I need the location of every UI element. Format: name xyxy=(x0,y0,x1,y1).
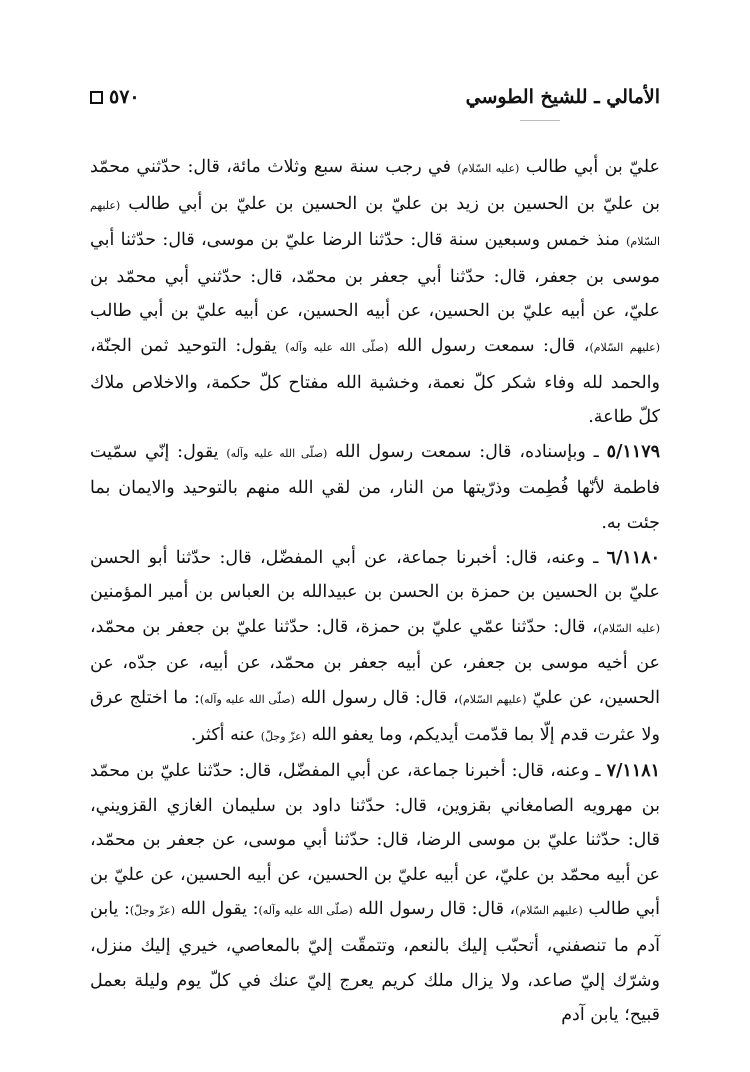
text-run: : يابن آدم ما تنصفني، أتحبّب إليك بالنعم، وتتمقّت إليّ بالمعاصي، خيري إليك منزل، وشرّك إليّ صاعد، ولا يزال ملك كريم يعرج إليّ عنك في كلّ يوم وليلة بعمل قبيح؛ يابن آدم xyxy=(90,899,660,1026)
honorific: (صلّى الله عليه وآله) xyxy=(258,904,353,918)
honorific: (عليهم السّلام) xyxy=(90,198,660,249)
honorific: (عليهم السّلام) xyxy=(589,340,660,354)
honorific: (صلّى الله عليه وآله) xyxy=(226,446,328,460)
honorific: (صلّى الله عليه وآله) xyxy=(285,340,389,354)
text-run: ، قال: حدّثنا عمّي عليّ بن حمزة، قال: حدّثنا عليّ بن جعفر بن محمّد، عن أخيه موسى بن جعفر، عن أبيه جعفر بن محمّد، عن أبيه، عن جدّه، عن الحسين، عن عليّ xyxy=(90,616,660,708)
text-run: ـ وعنه، قال: أخبرنا جماعة، عن أبي المفضّل، قال: حدّثنا أبو الحسن عليّ بن الحسين بن حمزة بن الحسن بن عبيدالله بن العباس بن أمير المؤمنين xyxy=(90,547,660,603)
text-run: ، قال: سمعت رسول الله xyxy=(388,335,590,356)
page-number: ٥٧٠ xyxy=(109,86,140,108)
honorific: (عزّ وجلّ) xyxy=(260,729,306,743)
text-run: عليّ بن أبي طالب xyxy=(519,157,660,177)
honorific: (عليهم السّلام) xyxy=(515,904,583,918)
page-number-block xyxy=(90,86,140,108)
body-text xyxy=(90,150,660,1033)
header-divider xyxy=(520,120,560,121)
text-run: : ما اختلج عرق ولا عثرت قدم إلّا بما قدّمت أيديكم، وما يعفو الله xyxy=(90,687,660,745)
page-header xyxy=(90,86,660,116)
text-run: منذ خمس وسبعين سنة قال: حدّثنا الرضا عليّ بن موسى، قال: حدّثنا أبي موسى بن جعفر، قال: حدّثنا أبي جعفر بن محمّد، قال: حدّثني أبي محمّد بن عليّ، عن أبيه عليّ بن الحسين، عن أبيه الحسين، عن أبيه عليّ بن أبي طالب xyxy=(90,230,660,322)
honorific: (عليه السّلام) xyxy=(597,621,660,635)
honorific: (صلّى الله عليه وآله) xyxy=(199,692,295,706)
square-bullet-icon xyxy=(90,91,103,104)
text-run: ـ وعنه، قال: أخبرنا جماعة، عن أبي المفضّل، قال: حدّثنا عليّ بن محمّد بن مهرويه الصامغاني بقزوين، قال: حدّثنا داود بن سليمان الغازي القزويني، قال: حدّثنا عليّ بن موسى الرضا، قال: حدّثنا أبي موسى، عن جعفر بن محمّد، عن أبيه محمّد بن عليّ، عن أبيه عليّ بن الحسين، عن أبيه الحسين، عن عليّ بن أبي طالب xyxy=(90,761,661,920)
text-run: يقول: إنّي سمّيت فاطمة لأنّها فُطِمت وذرّيتها من النار، من لقي الله منهم بالتوحيد والايمان بما جئت به. xyxy=(90,441,660,533)
text-run: عنه أكثر. xyxy=(190,724,261,745)
text-run: : يقول الله xyxy=(175,899,259,920)
honorific: (عليهم السّلام) xyxy=(458,692,527,706)
hadith-number: ٦/١١٨٠ xyxy=(606,547,660,568)
honorific: (عليه السّلام) xyxy=(457,162,520,175)
running-title: الأمالي ـ للشيخ الطوسي xyxy=(465,86,660,108)
text-run: ، قال: قال رسول الله xyxy=(294,687,459,708)
text-run: ـ وبإسناده، قال: سمعت رسول الله xyxy=(327,441,607,462)
honorific: (عزّ وجلّ) xyxy=(129,904,176,918)
paragraph xyxy=(90,754,660,1033)
text-run: ، قال: قال رسول الله xyxy=(352,899,516,920)
paragraph xyxy=(90,541,660,755)
text-run: يقول: التوحيد ثمن الجنّة، والحمد لله وفاء شكر كلّ نعمة، وخشية الله مفتاح كلّ حكمة، والاخلاص ملاك كلّ طاعة. xyxy=(90,335,660,428)
text-run: في رجب سنة سبع وثلاث مائة، قال: حدّثني محمّد بن عليّ بن الحسين بن زيد بن عليّ بن الحسين بن عليّ بن أبي طالب xyxy=(90,157,660,214)
hadith-number: ٥/١١٧٩ xyxy=(606,441,660,462)
paragraph xyxy=(90,150,660,435)
hadith-number: ٧/١١٨١ xyxy=(606,761,660,782)
paragraph xyxy=(90,435,660,541)
